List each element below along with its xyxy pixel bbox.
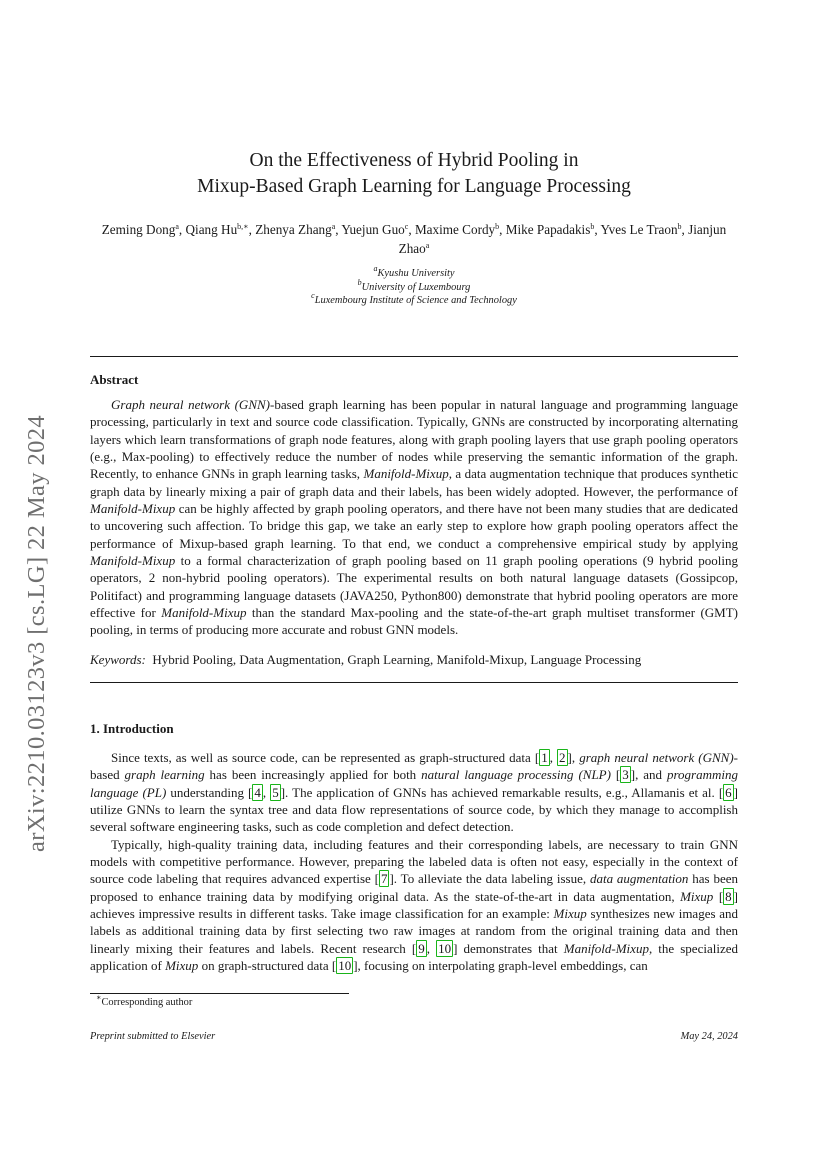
body-text: , [549,750,558,765]
body-text: ]. To alleviate the data labeling issue, [389,871,590,887]
citation-link[interactable]: 2 [559,750,566,765]
author-separator: , [178,222,186,237]
body-text: Since texts, as well as source code, can be represented as graph-structured data [ [111,750,540,765]
author-separator: , [499,222,506,237]
citation-link[interactable]: 4 [254,784,261,800]
emphasis-text: Manifold-Mixup [161,605,247,621]
body-text: ], [567,750,580,765]
body-text: has been increasingly applied for both [204,767,422,783]
body-text: -based graph learning has been popular in natural language and programming language processing, particularly in text and source code classification. Typically, GNNs are constructed by incorporating alternating layers which learn transformations of graph node features, along with graph pooling layers that use graph pooling operators (e.g., Max-pooling) to effectively reduce the number of nodes while preserving the semantic information of the graph. Recently, to enhance GNNs in graph learning tasks, [90,397,738,482]
emphasis-text: Mixup [680,888,714,904]
top-divider [90,356,738,357]
author-affiliation-mark: b,∗ [237,222,249,231]
author-affiliation-mark: b [495,222,500,231]
author-affiliation-mark: b [590,222,595,231]
emphasis-text: Manifold-Mixup [363,466,449,482]
author-name: Zhenya Zhang [255,222,332,237]
arxiv-stamp [18,360,54,852]
emphasis-text: Mixup [553,906,587,922]
body-text: to a formal characterization of graph pooling based on 11 graph pooling operations (9 hybrid pooling operators, 2 non-hybrid pooling operators). The experimental results on both natural language datasets (Gossipcop, Politifact) and programming language datasets (JAVA250, Python800) demonstrate that hybrid pooling operators are more effective for [90,553,738,621]
body-text: ], focusing on interpolating graph-level embeddings, can [353,958,648,974]
body-text: ] demonstrates that [453,940,564,956]
affiliation-mark: a [373,264,378,273]
citation-link[interactable]: 10 [438,940,452,956]
affiliation-line [0,264,828,281]
author-affiliation-mark: b [677,222,682,231]
body-text: , a data augmentation technique that produces synthetic graph data by linearly mixing a pair of graph data and their labels, has been widely adopted. However, the performance of [90,466,738,499]
citation-link[interactable]: 6 [725,784,732,800]
emphasis-text: graph learning [124,767,205,783]
intro-paragraph [90,836,738,975]
emphasis-text: Graph neural network (GNN) [111,397,270,412]
emphasis-text: Mixup [165,958,199,974]
author-name: Zeming Dong [101,222,176,237]
body-text: ], and [630,767,667,783]
author-separator: , [594,222,601,237]
keywords [90,652,738,668]
abstract-paragraph [90,396,738,639]
emphasis-text: graph neural network (GNN) [579,750,734,765]
author-name: Jianjun Zhao [398,222,727,256]
section-heading-introduction: 1. Introduction [90,721,174,736]
keywords-label: Keywords: [90,652,146,667]
preprint-notice: Preprint submitted to Elsevier [90,1031,216,1042]
citation-link[interactable]: 7 [380,871,388,887]
keywords-list: Hybrid Pooling, Data Augmentation, Graph Learning, Manifold-Mixup, Language Processing [152,652,642,667]
author-separator: , [335,222,342,237]
intro-paragraph [90,749,738,836]
paper-title [0,148,828,200]
body-text: understanding [ [166,784,253,800]
citation-link[interactable]: 3 [622,767,629,783]
emphasis-text: Manifold-Mixup [90,501,176,517]
author-affiliation-mark: a [425,241,430,250]
affiliation-line [0,291,828,308]
citation-link[interactable]: 1 [541,750,548,765]
bottom-divider [90,682,738,683]
body-text: synthesizes new images and labels as additional training data by first selecting two raw images at random from the original training data and then linearly mixing their features and labels. Recent research [ [90,906,739,956]
footnote [96,993,193,1008]
body-text: [ [610,767,621,783]
author-separator: , [681,222,689,237]
emphasis-text: Manifold-Mixup [90,553,176,569]
citation-link[interactable]: 8 [725,888,732,904]
citation-link[interactable]: 10 [338,958,352,974]
emphasis-text: natural language processing (NLP) [421,767,611,783]
affiliation-name: Kyushu University [377,268,455,279]
body-text: ] utilize GNNs to learn the syntax tree and data flow representations of source code, by which they manage to accomplish several software engineering tasks, such as code completion and defect detection. [90,784,739,835]
introduction-body [90,749,738,974]
author-name: Maxime Cordy [414,222,496,237]
emphasis-text: data augmentation [589,871,689,887]
author-name: Yves Le Traon [600,222,678,237]
author-name: Yuejun Guo [341,222,405,237]
footnote-mark: ∗ [96,993,102,1002]
body-text: , the specialized application of [90,940,738,974]
preprint-date: May 24, 2024 [680,1031,738,1042]
body-text: -based [90,750,739,783]
body-text: ] achieves impressive results in different tasks. Take image classification for an example: [90,888,738,922]
citation-link[interactable]: 5 [272,784,279,800]
body-text: , [262,784,271,800]
author-separator: , [408,222,415,237]
body-text: ]. The application of GNNs has achieved remarkable results, e.g., Allamanis et al. [ [280,784,724,800]
emphasis-text: Manifold-Mixup [563,940,649,956]
footnote-divider [90,993,349,994]
body-text: on graph-structured data [ [198,958,337,974]
body-text: [ [713,888,724,904]
arxiv-identifier[interactable]: arXiv:2210.03123v3 [cs.LG] 22 May 2024 [23,414,50,852]
body-text: , [426,940,437,956]
body-text: has been proposed to enhance training data by modifying original data. As the state-of-the-art in data augmentation, [90,871,738,904]
citation-link[interactable]: 9 [418,940,425,956]
abstract-heading: Abstract [90,372,139,387]
author-list [96,220,732,258]
affiliations [0,264,828,308]
author-name: Mike Papadakis [505,222,591,237]
affiliation-mark: c [311,291,315,300]
emphasis-text: programming language (PL) [90,767,738,800]
body-text: than the standard Max-pooling and the state-of-the-art graph multiset transformer (GMT) pooling, in terms of producing more accurate and robust GNN models. [90,605,738,638]
author-name: Qiang Hu [185,222,238,237]
affiliation-mark: b [357,277,362,287]
author-affiliation-mark: a [331,222,336,231]
footnote-text: Corresponding author [101,997,193,1008]
body-text: Typically, high-quality training data, including features and their corresponding labels, are necessary to train GNN models with competitive performance. However, preparing the labeled data is often not easy, especially in the context of source code labeling that requires advanced expertise [ [90,836,738,887]
affiliation-name: Luxembourg Institute of Science and Technology [314,295,517,306]
title-line-1: On the Effectiveness of Hybrid Pooling in [249,150,579,171]
author-affiliation-mark: a [175,222,179,231]
abstract-body [90,396,738,639]
body-text: can be highly affected by graph pooling operators, and there have not been many studies that are dedicated to uncovering such affection. To bridge this gap, we take an early step to explore how graph pooling operators affect the performance of Mixup-based graph learning. To that end, we conduct a comprehensive empirical study by applying [90,501,738,551]
title-line-2: Mixup-Based Graph Learning for Language Processing [197,176,631,197]
author-affiliation-mark: c [404,222,409,231]
author-separator: , [248,222,256,237]
affiliation-name: University of Luxembourg [361,281,471,293]
affiliation-line [0,277,828,295]
